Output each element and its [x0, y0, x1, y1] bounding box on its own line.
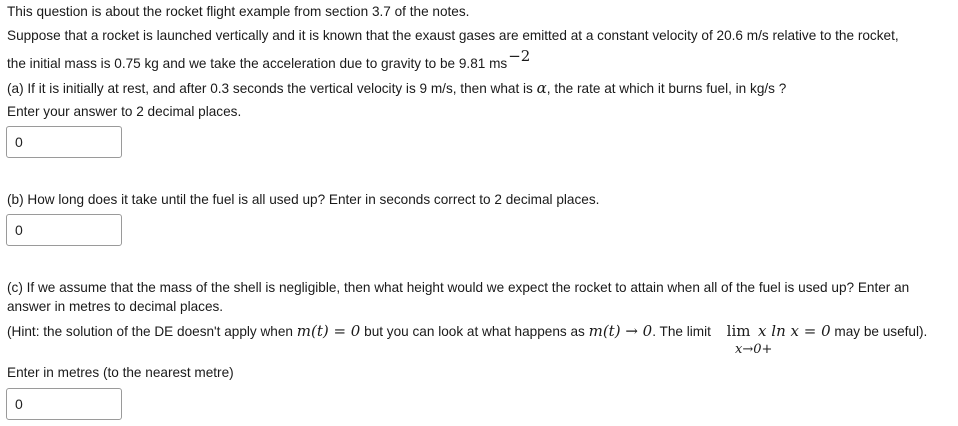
part-a-question-pre: (a) If it is initially at rest, and after 0.3 seconds the vertical velocity is 9 m/s, then what is: [7, 81, 537, 96]
part-c-answer-input[interactable]: [6, 388, 122, 420]
intro-line-1: This question is about the rocket flight example from section 3.7 of the notes.: [7, 4, 470, 19]
intro-line-3-text: the initial mass is 0.75 kg and we take the acceleration due to gravity to be 9.81 ms: [7, 56, 508, 71]
alpha-symbol: α: [536, 79, 547, 97]
intro-line-2: Suppose that a rocket is launched vertically and it is known that the exaust gases are emitted at a constant velocity of 20.6 m/s relative to the rocket,: [7, 28, 899, 43]
part-b-answer-input[interactable]: [6, 214, 122, 246]
hint-pre: (Hint: the solution of the DE doesn't apply when: [7, 324, 297, 339]
lim-expression: x ln x = 0: [758, 322, 831, 340]
lim-subscript: x→0+: [735, 342, 773, 357]
gravity-exponent: −2: [508, 47, 531, 65]
part-b-question: (b) How long does it take until the fuel is all used up? Enter in seconds correct to 2 decimal places.: [7, 192, 600, 207]
lim-word: lim: [726, 322, 751, 340]
hint-math-1: m(t) = 0: [296, 322, 361, 340]
hint-mid: but you can look at what happens as: [360, 324, 589, 339]
hint-mid-2: . The limit: [652, 324, 715, 339]
part-c-question-line-2: answer in metres to decimal places.: [7, 299, 224, 314]
part-c-question-line-1: (c) If we assume that the mass of the shell is negligible, then what height would we expect the rocket to attain when all of the fuel is used up? Enter an: [7, 280, 910, 295]
part-a-instruction: Enter your answer to 2 decimal places.: [7, 104, 242, 119]
hint-post: may be useful).: [830, 324, 928, 339]
part-c-instruction: Enter in metres (to the nearest metre): [7, 365, 234, 380]
part-a-answer-input[interactable]: [6, 126, 122, 158]
part-a-question: [7, 79, 786, 98]
hint-math-2: m(t) → 0: [588, 322, 653, 340]
intro-line-3: [7, 47, 531, 73]
part-c-hint: [7, 322, 927, 341]
part-a-question-post: , the rate at which it burns fuel, in kg/s ?: [546, 81, 787, 96]
